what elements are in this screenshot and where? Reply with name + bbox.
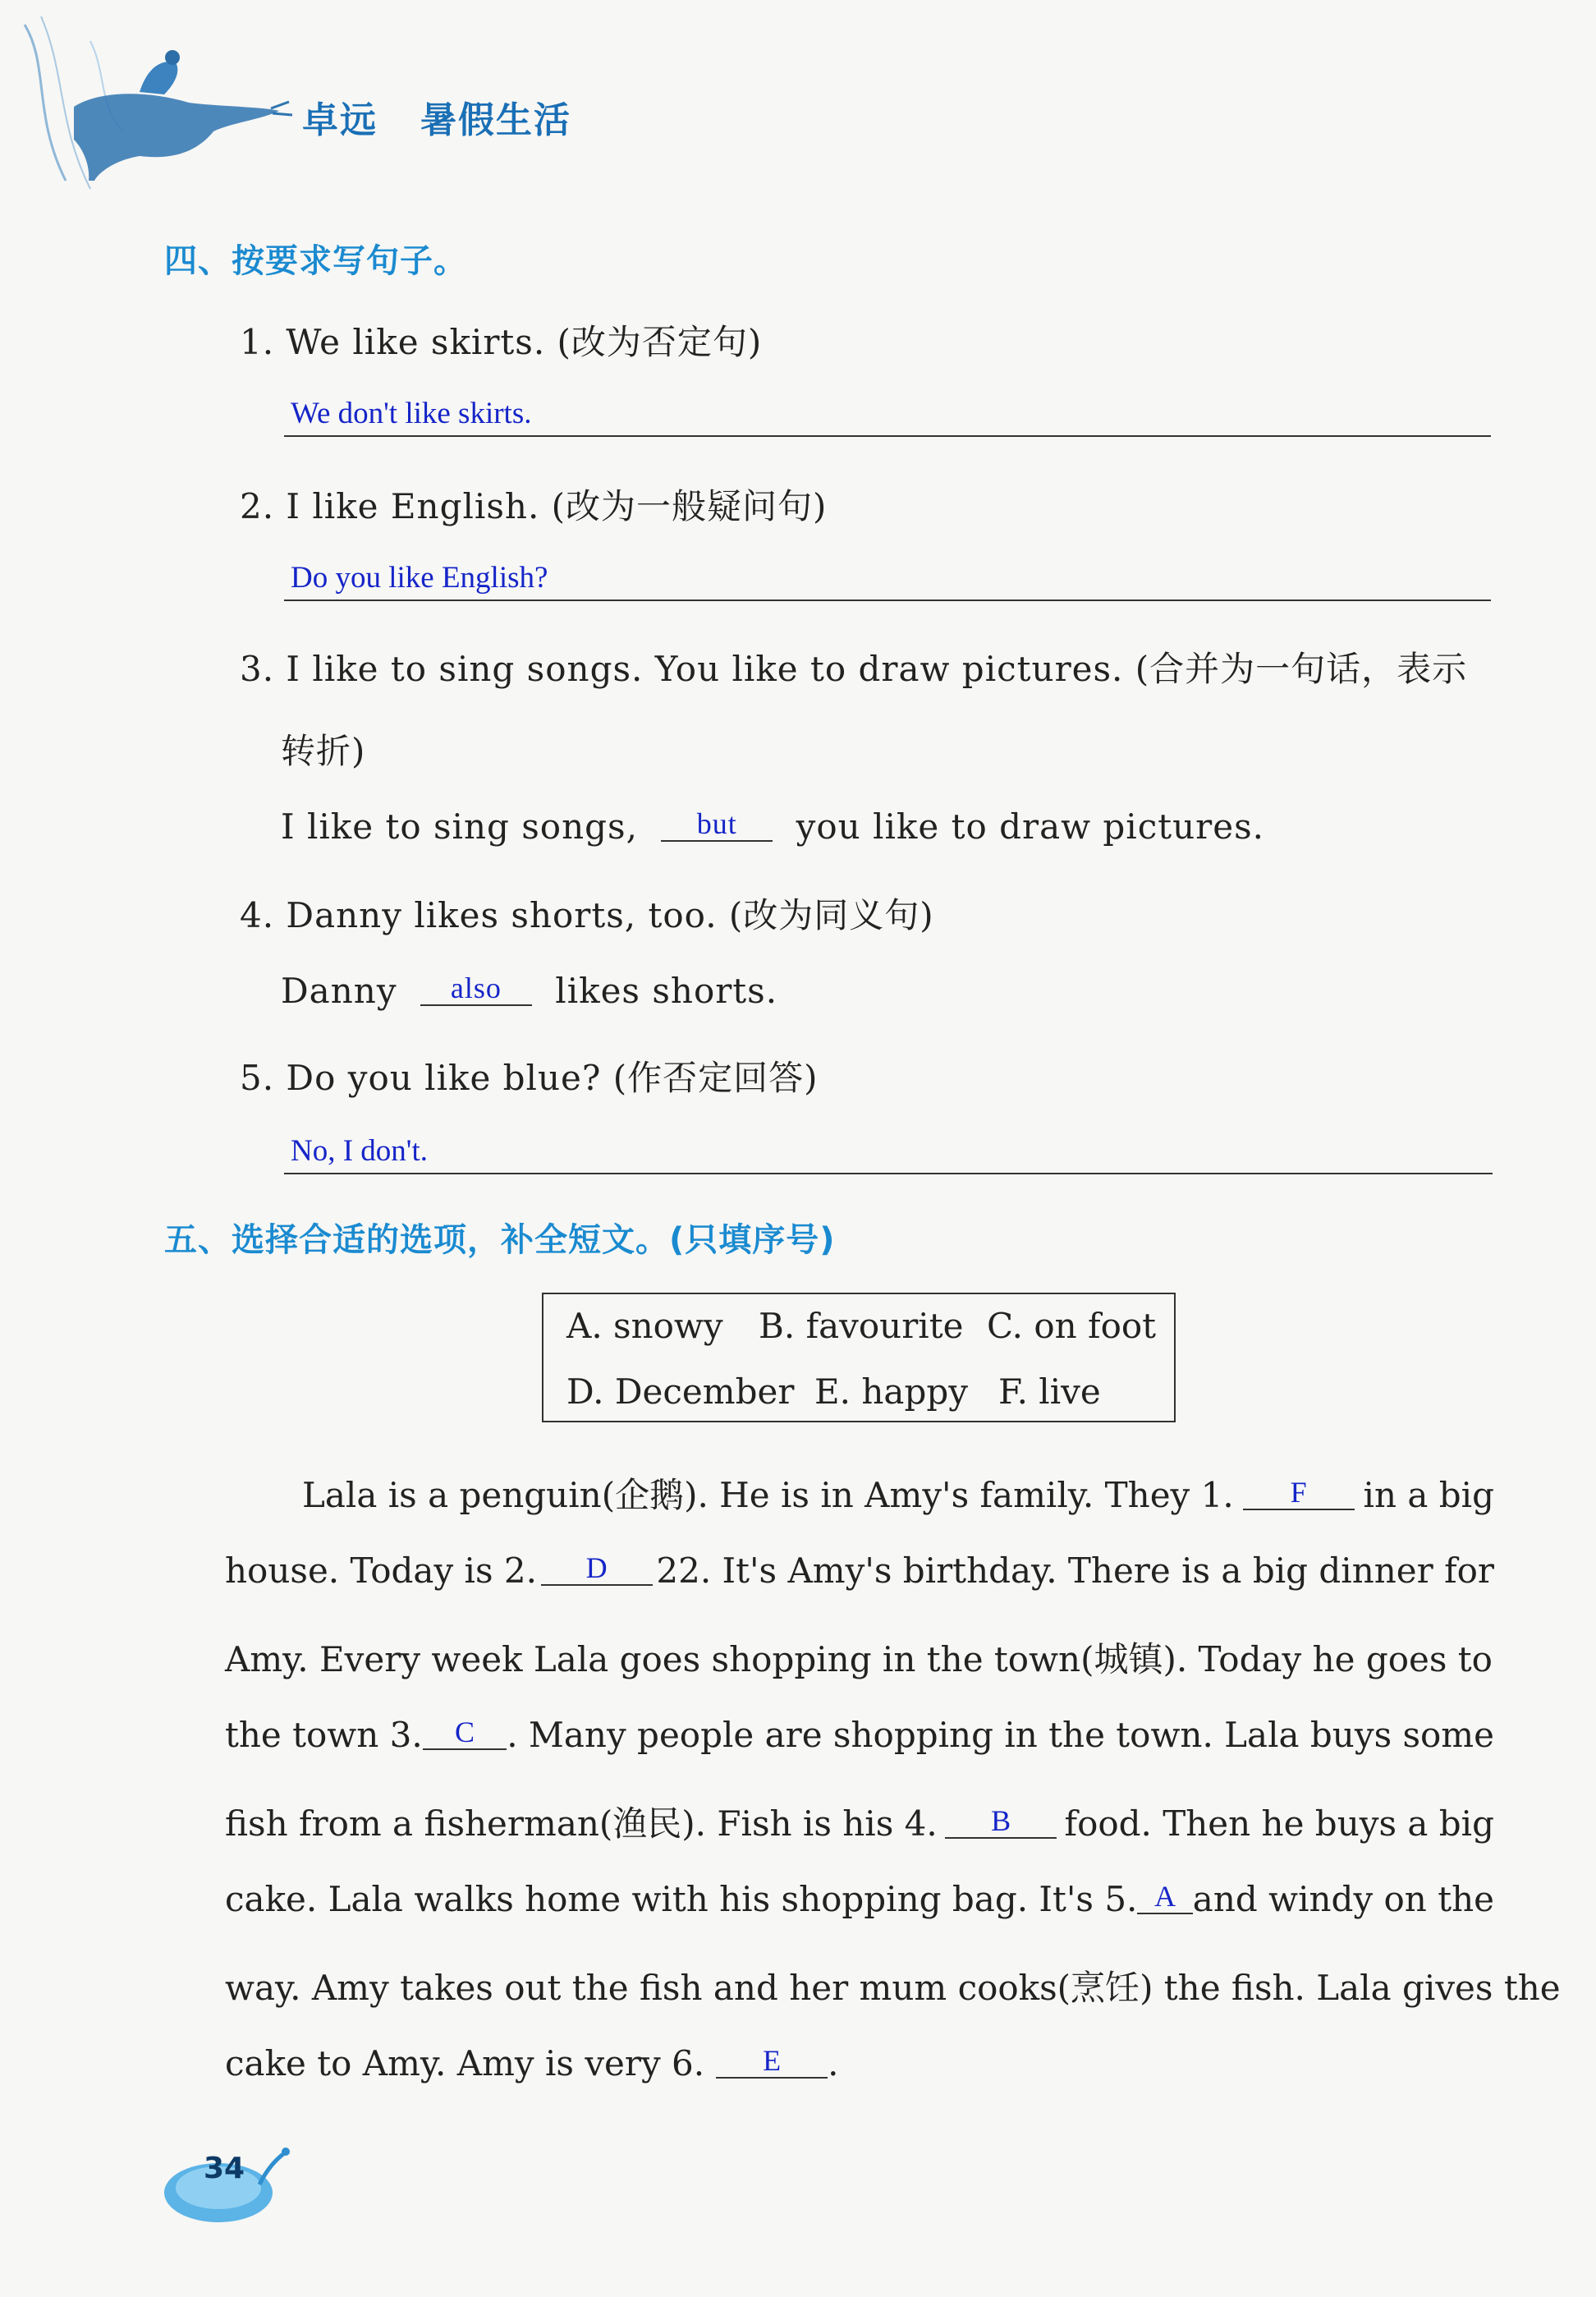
passage-text: food. Then he buys a big [1064, 1803, 1494, 1844]
passage-line-1 [302, 1468, 1494, 1518]
question-4: 4. Danny likes shorts, too. (改为同义句) [240, 895, 934, 935]
blank-4: B [945, 1804, 1057, 1839]
passage-text: way. Amy takes out the fish and her mum cooks(烹饪) the fish. Lala gives the [225, 1968, 1561, 2008]
answer-5: No, I don't. [291, 1134, 428, 1168]
passage-text: and windy on the [1192, 1879, 1494, 1919]
answer-line-2 [284, 600, 1491, 601]
passage-line-4 [225, 1715, 1494, 1755]
answer-line-1 [284, 435, 1491, 437]
question-5: 5. Do you like blue? (作否定回答) [240, 1058, 819, 1098]
option-a: A. snowy [566, 1306, 723, 1346]
question-3-line2: 转折) [281, 731, 366, 771]
passage-line-6 [225, 1879, 1494, 1919]
option-e: E. happy [814, 1371, 968, 1412]
question-3-line1: 3. I like to sing songs. You like to draw pictures. (合并为一句话，表示 [240, 649, 1468, 689]
blank-6: E [716, 2044, 828, 2079]
blank-1: F [1243, 1476, 1355, 1510]
question-3-blank: but [661, 807, 773, 842]
passage-text: 22. It's Amy's birthday. There is a big dinner for [656, 1550, 1494, 1591]
passage-text: house. Today is 2. [225, 1550, 537, 1591]
section-5-title: 五、选择合适的选项，补全短文。(只填序号) [164, 1221, 836, 1259]
option-f: F. live [998, 1371, 1101, 1412]
passage-text: cake. Lala walks home with his shopping bag. It's 5. [225, 1879, 1138, 1919]
brand-name: 卓远 [302, 99, 378, 141]
passage-text: fish from a fisherman(渔民). Fish is his 4. [225, 1803, 938, 1844]
passage-line-7 [225, 1961, 1561, 2010]
question-3-fill [281, 806, 1264, 847]
question-1: 1. We like skirts. (改为否定句) [240, 322, 763, 362]
passage-line-5 [225, 1797, 1494, 1846]
passage-text: Amy. Every week Lala goes shopping in the town(城镇). Today he goes to [225, 1639, 1493, 1679]
question-4-after: likes shorts. [555, 971, 778, 1011]
section-4-title: 四、按要求写句子。 [164, 242, 467, 280]
passage-line-2 [225, 1550, 1494, 1591]
passage-text: Lala is a penguin(企鹅). He is in Amy's family. They 1. [302, 1475, 1234, 1515]
answer-1: We don't like skirts. [291, 397, 532, 430]
blank-3: C [423, 1716, 507, 1750]
option-d: D. December [566, 1371, 795, 1412]
options-box [542, 1293, 1176, 1422]
brand-subtitle: 暑假生活 [420, 99, 571, 141]
passage-text: cake to Amy. Amy is very 6. [225, 2043, 705, 2083]
brand-title [302, 90, 614, 143]
buffalo-rider-illustration [16, 16, 296, 205]
passage-text: . [828, 2043, 839, 2083]
question-4-blank: also [420, 972, 532, 1006]
page-number: 34 [204, 2152, 245, 2185]
option-b: B. favourite [759, 1306, 964, 1346]
question-2: 2. I like English. (改为一般疑问句) [240, 486, 828, 526]
option-c: C. on foot [987, 1306, 1157, 1346]
blank-5: A [1137, 1880, 1192, 1914]
passage-line-3 [225, 1633, 1494, 1682]
passage-line-8 [225, 2043, 1494, 2083]
passage-text: in a big [1363, 1475, 1494, 1515]
answer-2: Do you like English? [291, 561, 548, 595]
answer-line-5 [284, 1173, 1493, 1174]
passage-text: . Many people are shopping in the town. Lala buys some [507, 1715, 1494, 1755]
question-3-before: I like to sing songs, [281, 806, 638, 847]
question-4-before: Danny [281, 971, 397, 1011]
question-3-after: you like to draw pictures. [796, 806, 1265, 847]
passage-text: the town 3. [225, 1715, 423, 1755]
question-4-fill [281, 971, 777, 1011]
blank-2: D [541, 1551, 653, 1586]
